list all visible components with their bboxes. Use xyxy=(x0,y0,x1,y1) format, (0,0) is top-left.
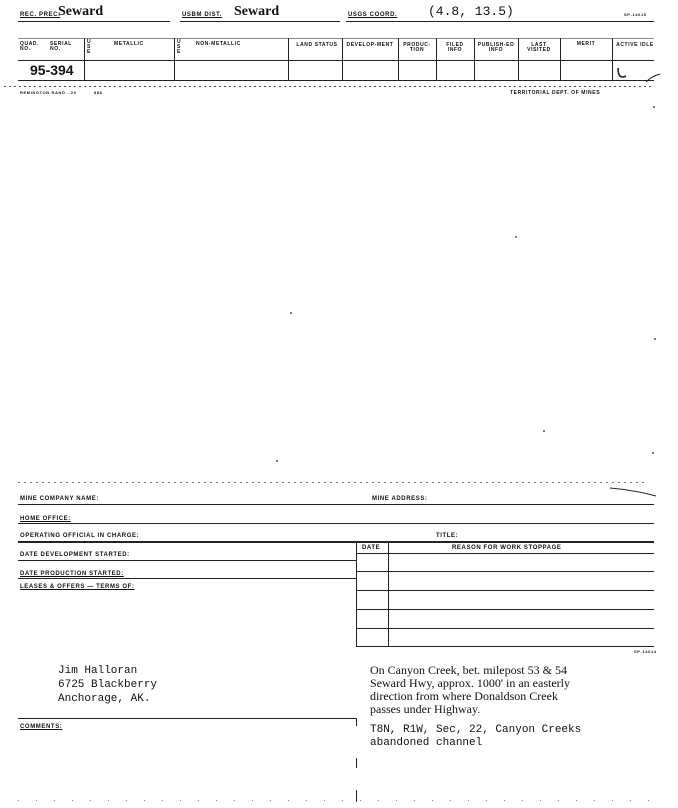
legal-line1: T8N, R1W, Sec, 22, Canyon Creeks xyxy=(370,724,582,736)
date-development-label: DATE DEVELOPMENT STARTED: xyxy=(20,552,130,558)
col-non-metallic: NON-METALLIC xyxy=(196,41,241,47)
usbm-dist-label: USBM DIST. xyxy=(182,12,223,18)
location-line3: direction from where Donaldson Creek xyxy=(370,689,558,703)
home-office-label: HOME OFFICE: xyxy=(20,516,71,522)
col-serial-no: SERIAL NO. xyxy=(50,41,72,52)
col-merit: MERIT xyxy=(576,41,596,47)
lease-holder-line3: Anchorage, AK. xyxy=(58,693,151,705)
col-quad-no: QUAD. NO. xyxy=(20,41,40,52)
rec-prec-value: Seward xyxy=(58,4,104,19)
usgs-coord-value: (4.8, 13.5) xyxy=(428,4,514,19)
pencil-mark xyxy=(612,66,662,84)
footer-left: REMINGTON RAND - 20 xyxy=(20,90,77,95)
col-land-status: LAND STATUS xyxy=(296,42,338,48)
usbm-dist-value: Seward xyxy=(234,4,280,19)
col-development: DEVELOP-MENT xyxy=(346,42,394,48)
footer-right: TERRITORIAL DEPT. OF MINES xyxy=(510,90,601,96)
col-metallic: METALLIC xyxy=(114,41,144,47)
col-active-idle: ACTIVE IDLE xyxy=(616,42,654,48)
title-label: TITLE: xyxy=(436,533,459,539)
footer-left-code: 888 xyxy=(94,90,103,95)
leases-label: LEASES & OFFERS — TERMS OF: xyxy=(20,584,135,590)
comments-label: COMMENTS: xyxy=(20,724,63,730)
location-line1: On Canyon Creek, bet. milepost 53 & 54 xyxy=(370,663,567,677)
col-last-visited: LAST VISITED xyxy=(527,42,551,53)
rec-prec-label: REC. PREC. xyxy=(20,12,61,18)
edge-curl xyxy=(600,486,660,500)
bottom-form-code: SP-14614 xyxy=(634,649,657,654)
date-production-label: DATE PRODUCTION STARTED: xyxy=(20,571,124,577)
record-number: 95-394 xyxy=(30,62,74,78)
col-use-left: U S E xyxy=(87,39,92,55)
usgs-coord-label: USGS COORD. xyxy=(348,12,398,18)
reason-header: REASON FOR WORK STOPPAGE xyxy=(452,545,562,551)
legal-line2: abandoned channel xyxy=(370,737,483,749)
mine-company-name-label: MINE COMPANY NAME: xyxy=(20,496,99,502)
col-production: PRODUC-TION xyxy=(403,42,431,53)
col-filed-info: FILED INFO xyxy=(446,42,464,53)
lease-holder-line1: Jim Halloran xyxy=(58,665,138,677)
date-header: DATE xyxy=(362,545,381,551)
mine-address-label: MINE ADDRESS: xyxy=(372,496,428,502)
lease-holder-line2: 6725 Blackberry xyxy=(58,679,158,691)
location-line2: Seward Hwy, approx. 1000' in an easterly xyxy=(370,676,570,690)
location-line4: passes under Highway. xyxy=(370,702,481,716)
col-published-info: PUBLISH-ED INFO xyxy=(477,42,515,53)
operating-official-label: OPERATING OFFICIAL IN CHARGE: xyxy=(20,533,140,539)
col-use-right: U S E xyxy=(177,39,182,55)
top-form-code: SP-14615 xyxy=(624,12,647,17)
